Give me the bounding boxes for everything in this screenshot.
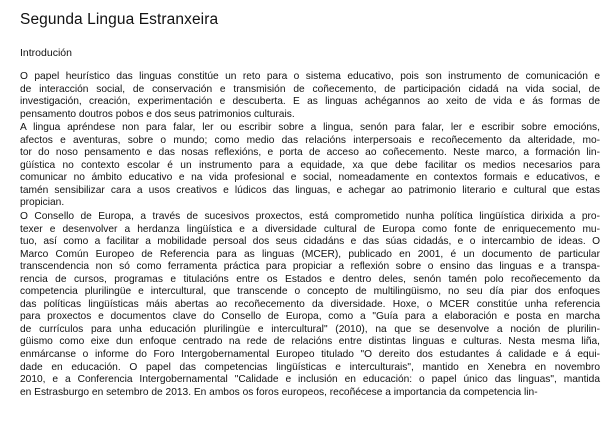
text-line: para proxectos e documentos clave do Consello de Europa, como a "Guía para a elaboración e posta en marcha	[20, 311, 600, 323]
text-line: comunicar no ámbito educativo e na vida profesional e social, nomeadamente en contextos formais e educativos, e	[20, 172, 600, 184]
text-line: enmárcanse o informe do Foro Intergobernamental Europeo titulado "O dereito dos estudantes á calidade e á equi-	[20, 349, 600, 361]
section-heading: Introdución	[20, 47, 72, 59]
paragraph	[20, 122, 600, 210]
text-line: competencia plurilingüe e intercultural, que transcende o concepto de multilingüismo, no seu día piar dos enfoques	[20, 286, 600, 298]
text-line: Marco Común Europeo de Referencia para as linguas (MCER), publicado en 2001, é un documento de particular	[20, 248, 600, 260]
text-line: das políticas lingüísticas máis abertas ao recoñecemento da diversidade. Hoxe, o MCER constitúe unha referencia	[20, 298, 600, 310]
text-line: propician.	[20, 197, 65, 209]
text-line: 2010, e a Conferencia Intergobernamental "Calidade e inclusión en educación: o papel único das linguas", mantida	[20, 374, 600, 386]
text-line: güismo como eixe dun enfoque centrado na rede de relacións entre distintas linguas e culturas. Nesta mesma liña,	[20, 336, 600, 348]
text-line: güística no contexto escolar é un instrumento para a equidade, xa que debe facilitar os medios necesarios para	[20, 159, 600, 171]
document-title: Segunda Lingua Estranxeira	[20, 11, 219, 28]
text-line: rencia de cursos, programas e titulacións entre os Estados e dentro deles, senón tamén polo recoñecemento da	[20, 273, 600, 285]
text-line: de currículos para unha educación plurilingüe e intercultural" (2010), na que se desenvolve a noción de plurilin-	[20, 323, 600, 335]
text-line: tamén sensibilizar cara a usos creativos e lúdicos das linguas, e achegar ao patrimonio literario e cultural que estas	[20, 184, 600, 196]
text-line: investigación, creación, experimentación e descuberta. E as linguas achégannos ao xeito de vida e ás formas de	[20, 96, 600, 108]
text-line: de interacción social, de conservación e transmisión de coñecemento, de participación cidadá na vida social, de	[20, 83, 600, 95]
text-line: tor do noso pensamento e das nosas reflexións, e porta de acceso ao coñecemento. Neste marco, a formación lin-	[20, 147, 600, 159]
text-line: dade en educación. O papel das competencias lingüísticas e interculturais", mantido en Xenebra en novembro	[20, 361, 600, 373]
text-line: tuo, así como a facilitar a mobilidade persoal dos seus cidadáns e das súas cidadás, e o intercambio de ideas. O	[20, 236, 600, 248]
document-body	[20, 71, 615, 399]
text-line: afectos e aventuras, sobre o mundo; como medio das relacións interpersoais e recoñecemento da alteridade, mo-	[20, 134, 600, 146]
text-line: texer e desenvolver a herdanza lingüística e a diversidade cultural de Europa como fonte de enriquecemento mu-	[20, 223, 600, 235]
paragraph	[20, 211, 600, 399]
text-line: A lingua apréndese non para falar, ler ou escribir sobre a lingua, senón para falar, ler e escribir sobre emocións,	[20, 122, 600, 134]
text-line: pensamento doutros pobos e dos seus patrimonios culturais.	[20, 108, 295, 120]
text-line: transcendencia non só como ferramenta práctica para propiciar a reflexión sobre o ensino das linguas e a transpa-	[20, 261, 600, 273]
text-line: O Consello de Europa, a través de sucesivos proxectos, está comprometido nunha política lingüística dirixida a pro-	[20, 211, 600, 223]
paragraph	[20, 71, 600, 121]
text-line: O papel heurístico das linguas constitúe un reto para o sistema educativo, pois son instrumento de comunicación e	[20, 71, 600, 82]
text-line: en Estrasburgo en setembro de 2013. En ambos os foros europeos, recoñécese a importancia da competencia lin-	[20, 386, 538, 398]
